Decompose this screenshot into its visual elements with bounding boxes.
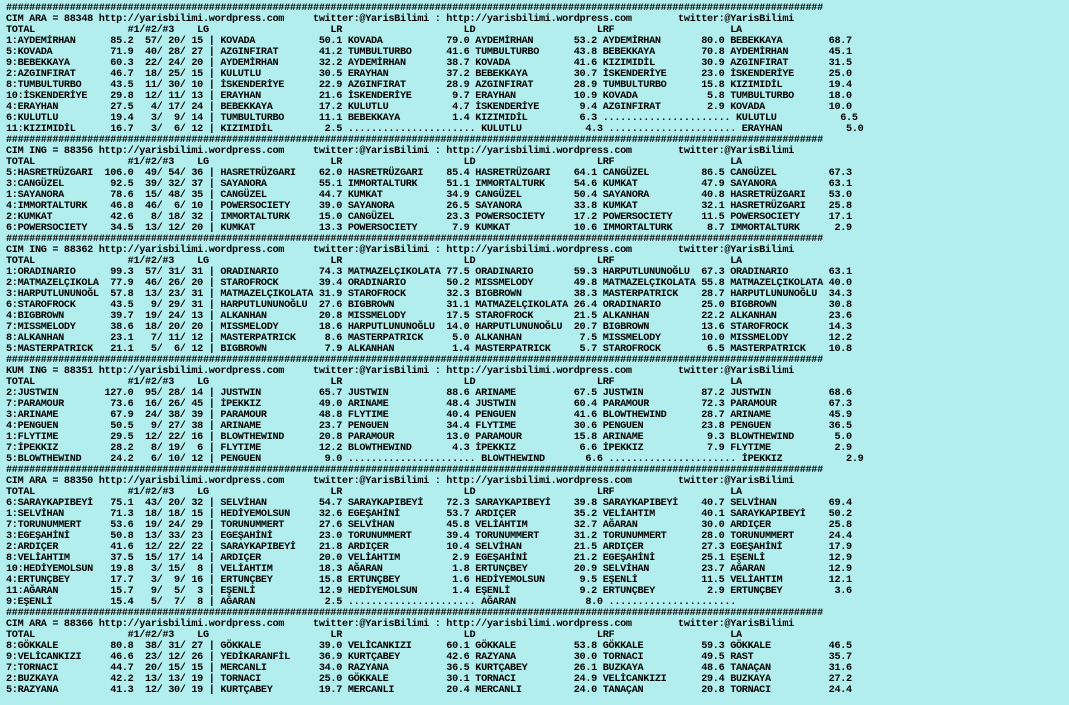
- text-line: 8:VELİAHTIM 37.5 15/ 17/ 14 | ARDIÇER 20.0 VELİAHTIM 2.9 EGEŞAHİNİ 21.2 EGEŞAHİNİ 25.1 EŞENLİ 12.9: [6, 553, 852, 564]
- text-line: 5:MASTERPATRICK 21.1 5/ 6/ 12 | BIGBROWN 7.9 ALKANHAN 1.4 MASTERPATRICK 5.7 STAROFROCK 6.5 MASTERPATRICK 10.8: [6, 344, 852, 355]
- text-line: 3:ARINAME 67.9 24/ 38/ 39 | PARAMOUR 48.8 FLYTIME 40.4 PENGUEN 41.6 BLOWTHEWIND 28.7 ARINAME 45.9: [6, 410, 852, 421]
- text-line: 2:JUSTWIN 127.0 95/ 28/ 14 | JUSTWIN 65.7 JUSTWIN 88.6 ARINAME 67.5 JUSTWIN 87.2 JUSTWIN 68.6: [6, 388, 852, 399]
- text-line: 9:BEBEKKAYA 60.3 22/ 24/ 20 | AYDEMİRHAN 32.2 AYDEMİRHAN 38.7 KOVADA 41.6 KIZIMIDİL 30.9 AZGINFIRAT 31.5: [6, 58, 852, 69]
- text-line: 5:KOVADA 71.9 40/ 28/ 27 | AZGINFIRAT 41.2 TUMBULTURBO 41.6 TUMBULTURBO 43.8 BEBEKKAYA 70.8 AYDEMİRHAN 45.1: [6, 47, 852, 58]
- text-line: CIM ING = 88362 http://yarisbilimi.wordpress.com twitter:@YarisBilimi : http://yarisbilimi.wordpress.com twitter:@YarisBilimi: [6, 245, 794, 256]
- text-line: TOTAL #1/#2/#3 LG LR LD LRF LA: [6, 377, 742, 388]
- text-line: 2:KUMKAT 42.6 8/ 18/ 32 | IMMORTALTURK 15.0 CANGÜZEL 23.3 POWERSOCIETY 17.2 POWERSOCIETY 11.5 POWERSOCIETY 17.1: [6, 212, 852, 223]
- text-line: CIM ARA = 88350 http://yarisbilimi.wordpress.com twitter:@YarisBilimi : http://yarisbilimi.wordpress.com twitter:@YarisBilimi: [6, 476, 794, 487]
- text-line: 8:ALKANHAN 23.1 7/ 11/ 12 | MASTERPATRICK 8.6 MASTERPATRICK 5.0 ALKANHAN 7.5 MISSMELODY 10.0 MISSMELODY 12.2: [6, 333, 852, 344]
- text-line: 2:AZGINFIRAT 46.7 18/ 25/ 15 | KULUTLU 30.5 ERAYHAN 37.2 BEBEKKAYA 30.7 İSKENDERİYE 23.0 İSKENDERİYE 25.0: [6, 69, 852, 80]
- text-line: 3:EGEŞAHİNİ 50.8 13/ 33/ 23 | EGEŞAHİNİ 23.0 TORUNUMMERT 39.4 TORUNUMMERT 31.2 TORUNUMMERT 28.0 TORUNUMMERT 24.4: [6, 531, 852, 542]
- text-line: TOTAL #1/#2/#3 LG LR LD LRF LA: [6, 256, 742, 267]
- text-line: CIM ARA = 88348 http://yarisbilimi.wordpress.com twitter:@YarisBilimi : http://yarisbilimi.wordpress.com twitter:@YarisBilimi: [6, 14, 794, 25]
- text-line: CIM ARA = 88366 http://yarisbilimi.wordpress.com twitter:@YarisBilimi : http://yarisbilimi.wordpress.com twitter:@YarisBilimi: [6, 619, 794, 630]
- text-line: 6:POWERSOCIETY 34.5 13/ 12/ 20 | KUMKAT 13.3 POWERSOCIETY 7.9 KUMKAT 10.6 IMMORTALTURK 8.7 IMMORTALTURK 2.9: [6, 223, 852, 234]
- text-line: KUM ING = 88351 http://yarisbilimi.wordpress.com twitter:@YarisBilimi : http://yarisbilimi.wordpress.com twitter:@YarisBilimi: [6, 366, 794, 377]
- text-line: #############################################################################################################################################: [6, 3, 823, 14]
- text-line: 7:TORNACI 44.7 20/ 15/ 15 | MERCANLI 34.0 RAZYANA 36.5 KURTÇABEY 26.1 BUZKAYA 48.6 TANAÇAN 31.6: [6, 663, 852, 674]
- text-line: 9:EŞENLİ 15.4 5/ 7/ 8 | AĞARAN 2.5 ...................... AĞARAN 8.0 ......................: [6, 597, 736, 608]
- text-line: TOTAL #1/#2/#3 LG LR LD LRF LA: [6, 487, 742, 498]
- text-line: 4:PENGUEN 50.5 9/ 27/ 38 | ARINAME 23.7 PENGUEN 34.4 FLYTIME 30.6 PENGUEN 23.8 PENGUEN 36.5: [6, 421, 852, 432]
- text-line: 5:HASRETRÜZGARI 106.0 49/ 54/ 36 | HASRETRÜZGARI 62.0 HASRETRÜZGARI 85.4 HASRETRÜZGARI 64.1 CANGÜZEL 86.5 CANGÜZEL 67.3: [6, 168, 852, 179]
- text-line: 11:AĞARAN 15.7 9/ 5/ 3 | EŞENLİ 12.9 HEDİYEMOLSUN 1.4 EŞENLİ 9.2 ERTUNÇBEY 2.9 ERTUNÇBEY 3.6: [6, 586, 852, 597]
- text-line: 6:SARAYKAPIBEYİ 75.1 43/ 20/ 32 | SELVİHAN 54.7 SARAYKAPIBEYİ 72.3 SARAYKAPIBEYİ 39.8 SARAYKAPIBEYİ 40.7 SELVİHAN 69.4: [6, 498, 852, 509]
- text-line: 10:HEDİYEMOLSUN 19.8 3/ 15/ 8 | VELİAHTIM 18.3 AĞARAN 1.8 ERTUNÇBEY 20.9 SELVİHAN 23.7 AĞARAN 12.9: [6, 564, 852, 575]
- text-line: CIM ING = 88356 http://yarisbilimi.wordpress.com twitter:@YarisBilimi : http://yarisbilimi.wordpress.com twitter:@YarisBilimi: [6, 146, 794, 157]
- text-line: 7:İPEKKIZ 28.2 8/ 19/ 6 | FLYTIME 12.2 BLOWTHEWIND 4.3 İPEKKIZ 6.6 İPEKKIZ 7.9 FLYTIME 2.9: [6, 443, 852, 454]
- text-line: 4:ERTUNÇBEY 17.7 3/ 9/ 16 | ERTUNÇBEY 15.8 ERTUNÇBEY 1.6 HEDİYEMOLSUN 9.5 EŞENLİ 11.5 VELİAHTIM 12.1: [6, 575, 852, 586]
- text-line: TOTAL #1/#2/#3 LG LR LD LRF LA: [6, 25, 742, 36]
- text-line: 2:MATMAZELÇIKOLA 77.9 46/ 26/ 20 | STAROFROCK 39.4 ORADINARIO 50.2 MISSMELODY 49.8 MATMAZELÇIKOLATA 55.8 MATMAZELÇIKOLATA 40.0: [6, 278, 852, 289]
- text-line: 2:BUZKAYA 42.2 13/ 13/ 19 | TORNACI 25.0 GÖKKALE 30.1 TORNACI 24.9 VELİCANKIZI 29.4 BUZKAYA 27.2: [6, 674, 852, 685]
- text-line: 1:FLYTIME 29.5 12/ 22/ 16 | BLOWTHEWIND 20.8 PARAMOUR 13.0 PARAMOUR 15.8 ARINAME 9.3 BLOWTHEWIND 5.0: [6, 432, 852, 443]
- text-line: 3:HARPUTLUNUNOĞL 57.8 13/ 23/ 31 | MATMAZELÇIKOLATA 31.9 STAROFROCK 32.3 BIGBROWN 38.3 MASTERPATRICK 28.7 HARPUTLUNUNOĞLU 34.3: [6, 289, 852, 300]
- text-line: 7:TORUNUMMERT 53.6 19/ 24/ 29 | TORUNUMMERT 27.6 SELVİHAN 45.8 VELİAHTIM 32.7 AĞARAN 30.0 ARDIÇER 25.8: [6, 520, 852, 531]
- text-line: 1:SELVİHAN 71.3 18/ 18/ 15 | HEDİYEMOLSUN 32.6 EGEŞAHİNİ 53.7 ARDIÇER 35.2 VELİAHTIM 40.1 SARAYKAPIBEYİ 50.2: [6, 509, 852, 520]
- text-line: #############################################################################################################################################: [6, 608, 823, 619]
- text-line: #############################################################################################################################################: [6, 135, 823, 146]
- text-line: 9:VELİCANKIZI 46.6 23/ 12/ 26 | YEDİKARANFİL 36.9 KURTÇABEY 42.6 RAZYANA 30.0 TORNACI 49.5 RAST 35.7: [6, 652, 852, 663]
- text-line: 4:IMMORTALTURK 46.8 46/ 6/ 10 | POWERSOCIETY 39.0 SAYANORA 26.5 SAYANORA 33.8 KUMKAT 32.1 HASRETRÜZGARI 25.8: [6, 201, 852, 212]
- text-line: 10:İSKENDERİYE 29.8 12/ 11/ 13 | ERAYHAN 21.6 İSKENDERİYE 9.7 ERAYHAN 10.9 KOVADA 5.8 TUMBULTURBO 18.0: [6, 91, 852, 102]
- text-line: #############################################################################################################################################: [6, 465, 823, 476]
- text-line: 8:TUMBULTURBO 43.5 11/ 30/ 10 | İSKENDERİYE 22.9 AZGINFIRAT 28.9 AZGINFIRAT 28.9 TUMBULTURBO 15.8 KIZIMIDİL 19.4: [6, 80, 852, 91]
- text-line: TOTAL #1/#2/#3 LG LR LD LRF LA: [6, 630, 742, 641]
- text-line: 5:BLOWTHEWIND 24.2 6/ 10/ 12 | PENGUEN 9.0 ...................... BLOWTHEWIND 6.6 ...................... İPEKKIZ 2.9: [6, 454, 864, 465]
- text-line: 2:ARDIÇER 41.6 12/ 22/ 22 | SARAYKAPIBEYİ 21.8 ARDIÇER 10.4 SELVİHAN 21.5 ARDIÇER 27.3 EGEŞAHİNİ 17.9: [6, 542, 852, 553]
- text-line: 1:SAYANORA 78.6 15/ 48/ 35 | CANGÜZEL 44.7 KUMKAT 34.9 CANGÜZEL 50.4 SAYANORA 40.8 HASRETRÜZGARI 53.0: [6, 190, 852, 201]
- text-line: #############################################################################################################################################: [6, 355, 823, 366]
- text-line: 6:KULUTLU 19.4 3/ 9/ 14 | TUMBULTURBO 11.1 BEBEKKAYA 1.4 KIZIMIDİL 6.3 ...................... KULUTLU 6.5: [6, 113, 858, 124]
- text-line: 6:STAROFROCK 43.5 9/ 29/ 31 | HARPUTLUNUNOĞLU 27.6 BIGBROWN 31.1 MATMAZELÇIKOLATA 26.4 ORADINARIO 25.0 BIGBROWN 30.8: [6, 300, 852, 311]
- text-line: 8:GÖKKALE 80.8 38/ 31/ 27 | GÖKKALE 39.0 VELİCANKIZI 60.1 GÖKKALE 53.8 GÖKKALE 59.3 GÖKKALE 46.5: [6, 641, 852, 652]
- text-line: 7:PARAMOUR 73.6 16/ 26/ 45 | İPEKKIZ 49.0 ARINAME 48.4 JUSTWIN 60.4 PARAMOUR 72.3 PARAMOUR 67.3: [6, 399, 852, 410]
- text-line: 4:BIGBROWN 39.7 19/ 24/ 13 | ALKANHAN 20.8 MISSMELODY 17.5 STAROFROCK 21.5 ALKANHAN 22.2 ALKANHAN 23.6: [6, 311, 852, 322]
- text-line: 1:AYDEMİRHAN 85.2 57/ 20/ 15 | KOVADA 50.1 KOVADA 79.0 AYDEMİRHAN 53.2 AYDEMİRHAN 80.0 BEBEKKAYA 68.7: [6, 36, 852, 47]
- text-line: TOTAL #1/#2/#3 LG LR LD LRF LA: [6, 157, 742, 168]
- text-line: 7:MISSMELODY 38.6 18/ 20/ 20 | MISSMELODY 18.6 HARPUTLUNUNOĞLU 14.0 HARPUTLUNUNOĞLU 20.7 BIGBROWN 13.6 STAROFROCK 14.3: [6, 322, 852, 333]
- text-line: 11:KIZIMIDİL 16.7 3/ 6/ 12 | KIZIMIDİL 2.5 ...................... KULUTLU 4.3 ...................... ERAYHAN 5.0: [6, 124, 864, 135]
- text-line: 5:RAZYANA 41.3 12/ 30/ 19 | KURTÇABEY 19.7 MERCANLI 20.4 MERCANLI 24.0 TANAÇAN 20.8 TORNACI 24.4: [6, 685, 852, 696]
- text-line: 3:CANGÜZEL 92.5 39/ 32/ 37 | SAYANORA 55.1 IMMORTALTURK 51.1 IMMORTALTURK 54.6 KUMKAT 47.9 SAYANORA 63.1: [6, 179, 852, 190]
- text-line: #############################################################################################################################################: [6, 234, 823, 245]
- text-line: 4:ERAYHAN 27.5 4/ 17/ 24 | BEBEKKAYA 17.2 KULUTLU 4.7 İSKENDERİYE 9.4 AZGINFIRAT 2.9 KOVADA 10.0: [6, 102, 852, 113]
- text-line: 1:ORADINARIO 99.3 57/ 31/ 31 | ORADINARIO 74.3 MATMAZELÇIKOLATA 77.5 ORADINARIO 59.3 HARPUTLUNUNOĞLU 67.3 ORADINARIO 63.1: [6, 267, 852, 278]
